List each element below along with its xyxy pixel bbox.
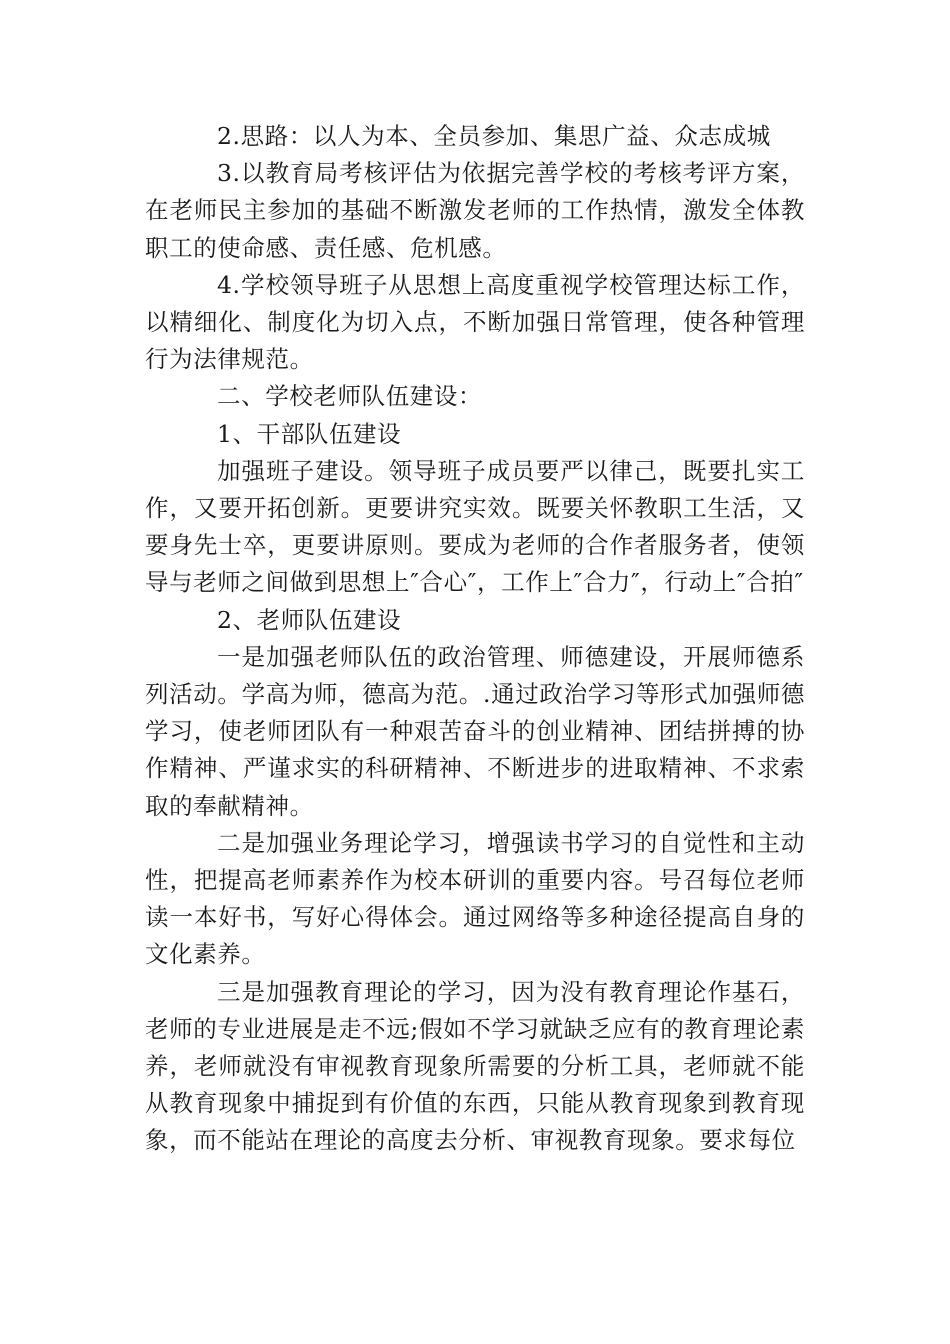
paragraph-assessment-plan: 3.以教育局考核评估为依据完善学校的考核考评方案，在老师民主参加的基础不断激发老师的工作热情，激发全体教职工的使命感、责任感、危机感。 xyxy=(145,159,805,262)
paragraph-theory-study: 二是加强业务理论学习，增强读书学习的自觉性和主动性，把提高老师素养作为校本研训的重要内容。号召每位老师读一本好书，写好心得体会。通过网络等多种途径提高自身的文化素养。 xyxy=(145,828,805,969)
paragraph-ethics-building: 一是加强老师队伍的政治管理、师德建设，开展师德系列活动。学高为师，德高为范。.通过政治学习等形式加强师德学习，使老师团队有一种艰苦奋斗的创业精神、团结拼搏的协作精神、严谨求实的科研精神、不断进步的进取精神、不求索取的奉献精神。 xyxy=(145,642,805,820)
paragraph-approach: 2.思路：以人为本、全员参加、集思广益、众志成城 xyxy=(217,122,771,150)
section-heading-teacher-team: 二、学校老师队伍建设： xyxy=(217,382,483,411)
subheading-cadre-team: 1、干部队伍建设 xyxy=(217,419,402,448)
paragraph-education-theory: 三是加强教育理论的学习，因为没有教育理论作基石，老师的专业进展是走不远;假如不学习就缺乏应有的教育理论素养，老师就没有审视教育现象所需要的分析工具，老师就不能从教育现象中捕捉到有价值的东西，只能从教育现象到教育现象，而不能站在理论的高度去分析、审视教育现象。要求每位 xyxy=(145,977,805,1155)
document-body xyxy=(145,118,805,1160)
subheading-teacher-team: 2、老师队伍建设 xyxy=(217,605,402,634)
paragraph-cadre-team: 加强班子建设。领导班子成员要严以律己，既要扎实工作，又要开拓创新。更要讲究实效。既要关怀教职工生活，又要身先士卒，更要讲原则。要成为老师的合作者服务者，使领导与老师之间做到思想上″合心″，工作上″合力″，行动上″合拍″ xyxy=(145,456,805,597)
paragraph-leadership-management: 4.学校领导班子从思想上高度重视学校管理达标工作，以精细化、制度化为切入点，不断加强日常管理，使各种管理行为法律规范。 xyxy=(145,270,805,374)
